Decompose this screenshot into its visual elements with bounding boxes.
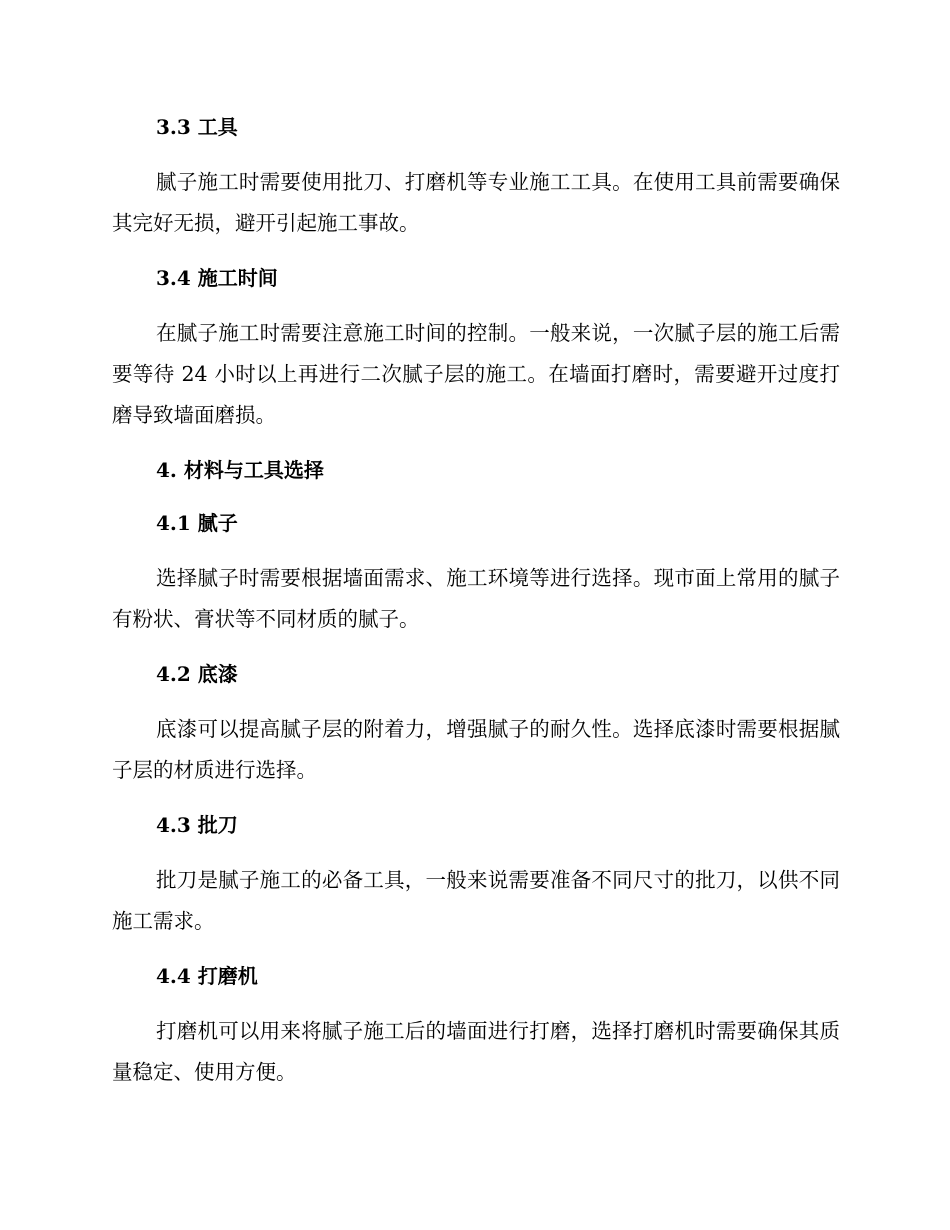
paragraph-construction-time: 在腻子施工时需要注意施工时间的控制。一般来说，一次腻子层的施工后需要等待 24 小时以上再进行二次腻子层的施工。在墙面打磨时，需要避开过度打磨导致墙面磨损。 (112, 321, 840, 427)
paragraph-sander: 打磨机可以用来将腻子施工后的墙面进行打磨，选择打磨机时需要确保其质量稳定、使用方便。 (112, 1019, 840, 1084)
paragraph-scraper: 批刀是腻子施工的必备工具，一般来说需要准备不同尺寸的批刀，以供不同施工需求。 (112, 868, 840, 933)
section-heading-4-1: 4.1 腻子 (156, 511, 238, 535)
section-heading-4: 4. 材料与工具选择 (156, 458, 324, 482)
section-heading-4-3: 4.3 批刀 (156, 813, 238, 837)
section-heading-3-3: 3.3 工具 (156, 115, 238, 139)
paragraph-primer: 底漆可以提高腻子层的附着力，增强腻子的耐久性。选择底漆时需要根据腻子层的材质进行选择。 (112, 717, 840, 782)
section-heading-4-2: 4.2 底漆 (156, 662, 238, 686)
section-heading-4-4: 4.4 打磨机 (156, 964, 258, 988)
paragraph-tools: 腻子施工时需要使用批刀、打磨机等专业施工工具。在使用工具前需要确保其完好无损，避开引起施工事故。 (112, 170, 840, 235)
section-heading-3-4: 3.4 施工时间 (156, 266, 278, 290)
paragraph-putty: 选择腻子时需要根据墙面需求、施工环境等进行选择。现市面上常用的腻子有粉状、膏状等不同材质的腻子。 (112, 566, 840, 631)
document-body (112, 108, 840, 1093)
